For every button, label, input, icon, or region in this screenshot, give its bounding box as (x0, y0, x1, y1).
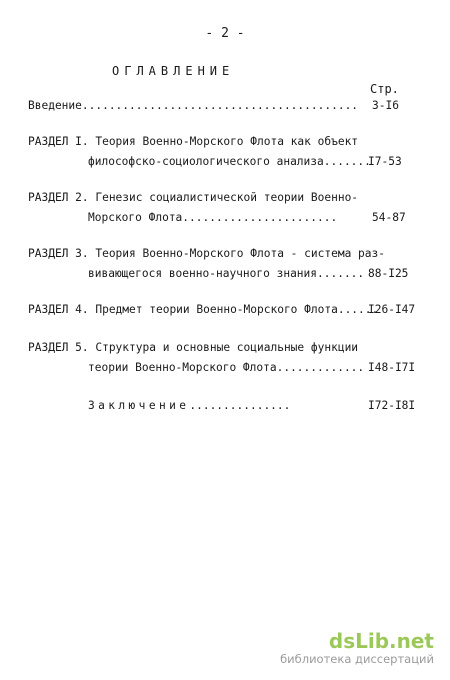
page-number: - 2 - (205, 26, 245, 41)
toc-entry-pages: 54-87 (372, 211, 406, 224)
toc-entry-line2: философско-социологического анализа....... (88, 155, 371, 168)
page-column-label: Стр. (370, 82, 399, 96)
conclusion-title: Заключение (88, 399, 190, 412)
toc-heading: ОГЛАВЛЕНИЕ (112, 64, 235, 78)
toc-entry: РАЗДЕЛ 2. Генезис социалистической теории Военно- (28, 191, 359, 204)
toc-entry-pages: I7-53 (368, 155, 402, 168)
toc-entry-line2: теории Военно-Морского Флота............. (88, 361, 365, 374)
toc-entry-pages: 3-I6 (372, 99, 399, 112)
toc-entry-pages: I72-I8I (368, 399, 416, 412)
toc-entry-line2: вивающегося военно-научного знания....... (88, 267, 365, 280)
watermark-logo: dsLib.net (328, 629, 434, 653)
toc-entry: РАЗДЕЛ 3. Теория Военно-Морского Флота - система раз- (28, 247, 385, 260)
toc-entry (88, 398, 290, 414)
toc-entry: РАЗДЕЛ 4. Предмет теории Военно-Морского Флота...... (28, 303, 379, 316)
toc-entry-line2: Морского Флота....................... (88, 211, 338, 224)
toc-entry-pages: 88-I25 (368, 267, 409, 280)
watermark (280, 630, 434, 666)
toc-entry-pages: I48-I7I (368, 361, 416, 374)
toc-entry: РАЗДЕЛ I. Теория Военно-Морского Флота как объект (28, 135, 359, 148)
toc-entry: Введение......................................... (28, 99, 359, 112)
conclusion-leader: ............... (189, 399, 291, 412)
toc-entry-pages: I26-I47 (368, 303, 416, 316)
watermark-tagline: библиотека диссертаций (280, 652, 434, 666)
toc-entry: РАЗДЕЛ 5. Структура и основные социальные функции (28, 341, 359, 354)
